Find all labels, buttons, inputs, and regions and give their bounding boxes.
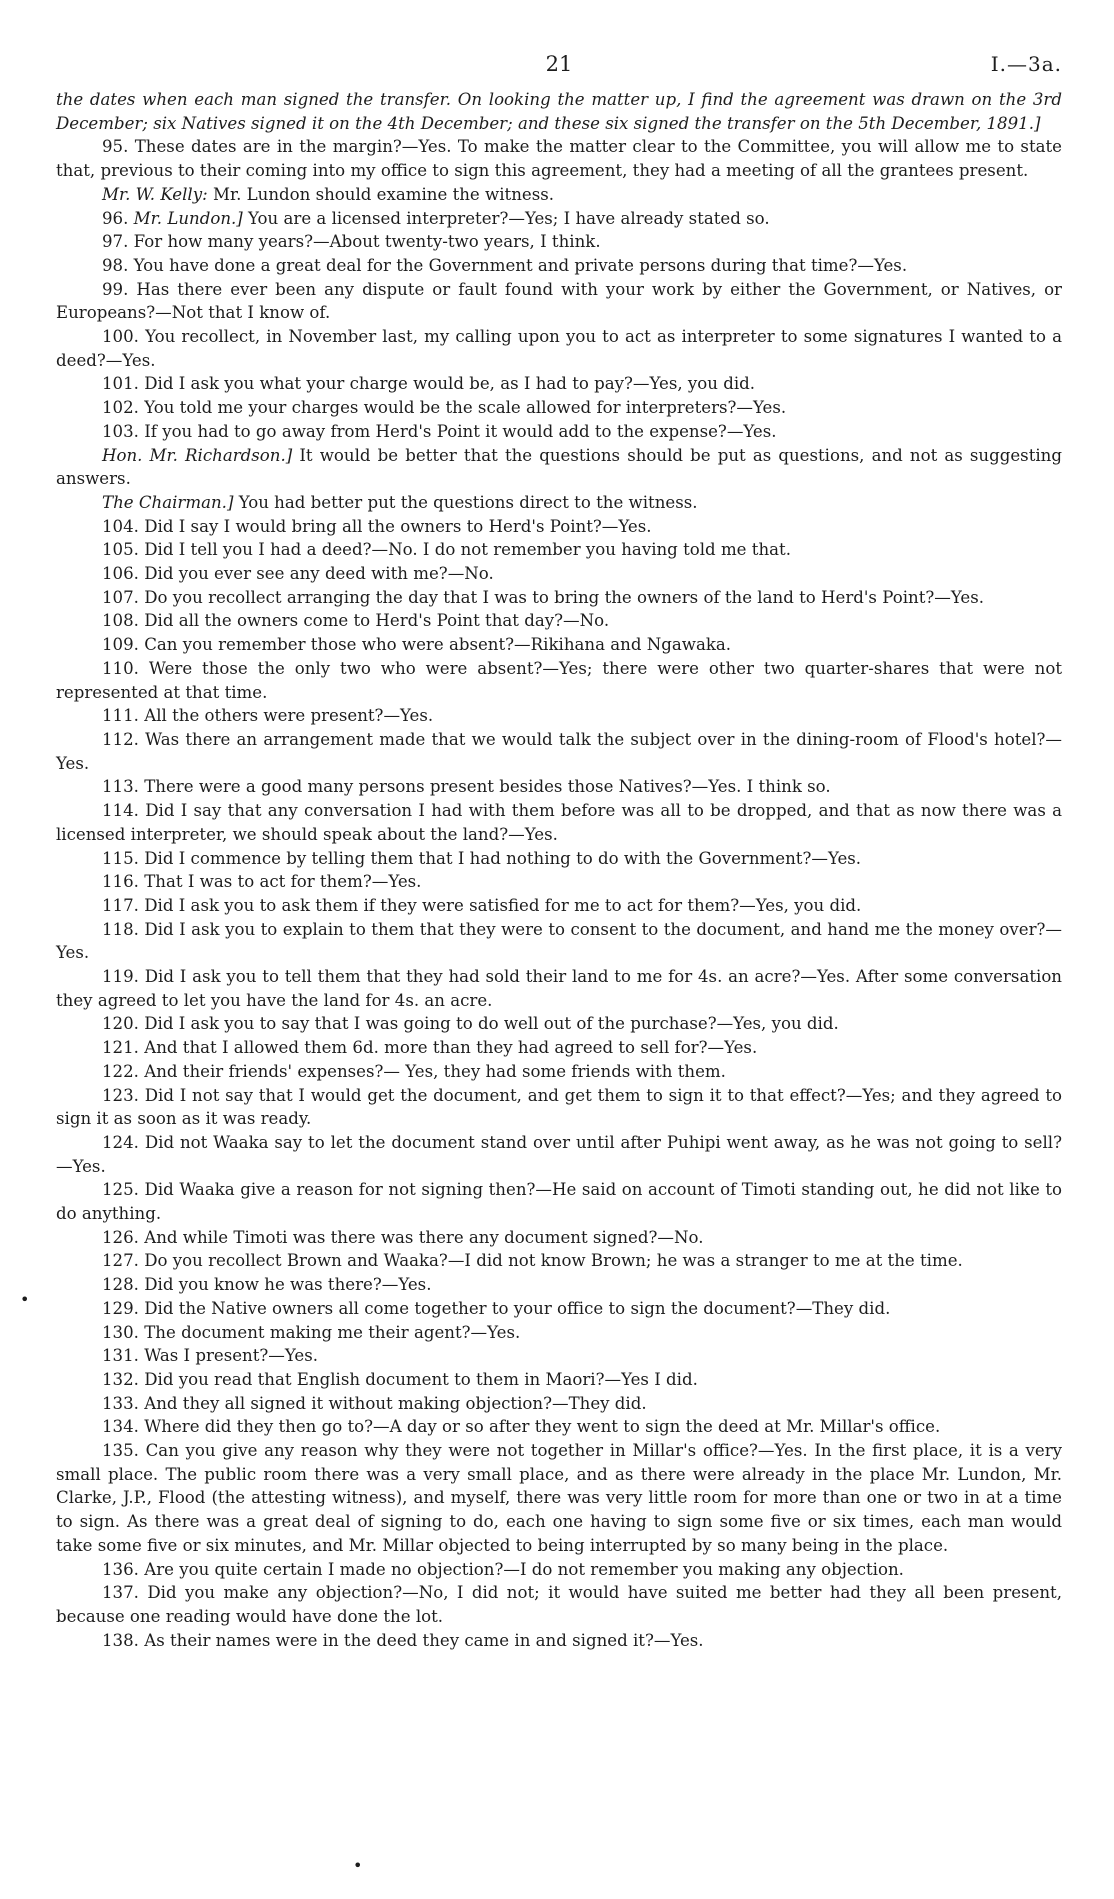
paragraph-text: 123. Did I not say that I would get the document, and get them to sign it to that effect?—Yes; and they agreed to sign it as soon as it was ready.	[56, 1085, 1062, 1129]
paragraph-text: 116. That I was to act for them?—Yes.	[102, 872, 422, 892]
page-header	[56, 52, 1062, 88]
paragraph-text: 115. Did I commence by telling them that I had nothing to do with the Government?—Yes.	[102, 848, 862, 868]
paragraph-text: You had better put the questions direct to the witness.	[233, 492, 698, 512]
qa-paragraph	[56, 799, 1062, 846]
qa-paragraph	[56, 1273, 1062, 1297]
qa-paragraph	[56, 633, 1062, 657]
speaker-label: Hon. Mr. Richardson.]	[102, 445, 293, 465]
qa-paragraph	[56, 515, 1062, 539]
qa-paragraph	[56, 586, 1062, 610]
qa-paragraph	[56, 1581, 1062, 1628]
paragraph-text: You are a licensed interpreter?—Yes; I have already stated so.	[242, 208, 770, 228]
paragraph-text: It would be better that the questions should be put as questions, and not as suggesting answers.	[56, 445, 1062, 489]
paragraph-text: 126. And while Timoti was there was there any document signed?—No.	[102, 1227, 704, 1247]
qa-paragraph	[56, 207, 1062, 231]
paragraph-text: 104. Did I say I would bring all the owners to Herd's Point?—Yes.	[102, 516, 652, 536]
speaker-label: Mr. W. Kelly:	[102, 184, 208, 204]
speaker-label: Mr. Lundon.]	[133, 208, 243, 228]
paragraph-text: 128. Did you know he was there?—Yes.	[102, 1275, 432, 1295]
paragraph-text: Mr. Lundon should examine the witness.	[207, 184, 555, 204]
qa-paragraph	[56, 372, 1062, 396]
qa-paragraph	[56, 491, 1062, 515]
qa-paragraph	[56, 1249, 1062, 1273]
paragraph-text: 110. Were those the only two who were absent?—Yes; there were other two quarter-shares that were not represented at that time.	[56, 658, 1062, 702]
qa-paragraph	[56, 1297, 1062, 1321]
paragraph-text: 100. You recollect, in November last, my calling upon you to act as interpreter to some signatures I wanted to a deed?—Yes.	[56, 327, 1062, 370]
document-reference: I.—3a.	[990, 52, 1062, 76]
qa-paragraph	[56, 420, 1062, 444]
qa-paragraph	[56, 894, 1062, 918]
qa-paragraph	[56, 278, 1062, 325]
paragraph-text: 122. And their friends' expenses?— Yes, they had some friends with them.	[102, 1061, 726, 1081]
paragraph-text: 117. Did I ask you to ask them if they were satisfied for me to act for them?—Yes, you did.	[102, 895, 862, 915]
qa-paragraph	[56, 918, 1062, 965]
qa-paragraph	[56, 1178, 1062, 1225]
paragraph-text: 136. Are you quite certain I made no objection?—I do not remember you making any objection.	[102, 1559, 904, 1579]
paragraph-text: 99. Has there ever been any dispute or fault found with your work by either the Government, or Natives, or Europeans?—Not that I know of.	[56, 279, 1062, 323]
qa-paragraph	[56, 396, 1062, 420]
qa-paragraph	[56, 1629, 1062, 1653]
paragraph-text: 113. There were a good many persons present besides those Natives?—Yes. I think so.	[102, 777, 831, 797]
qa-paragraph	[56, 1321, 1062, 1345]
stray-mark: •	[20, 1290, 30, 1309]
paragraph-text: 105. Did I tell you I had a deed?—No. I do not remember you having told me that.	[102, 540, 791, 560]
paragraph-text: 107. Do you recollect arranging the day that I was to bring the owners of the land to Herd's Point?—Yes.	[102, 587, 984, 607]
paragraph-text: 96.	[102, 208, 134, 228]
paragraph-text: 133. And they all signed it without making objection?—They did.	[102, 1393, 647, 1413]
paragraph-text: 127. Do you recollect Brown and Waaka?—I did not know Brown; he was a stranger to me at the time.	[102, 1251, 963, 1271]
qa-paragraph	[56, 870, 1062, 894]
paragraph-text: 137. Did you make any objection?—No, I did not; it would have suited me better had they all been present, because one reading would have done the lot.	[56, 1583, 1062, 1626]
qa-paragraph	[56, 965, 1062, 1012]
qa-paragraph	[56, 657, 1062, 704]
page-number: 21	[545, 52, 573, 76]
paragraph-list	[56, 135, 1062, 1652]
paragraph-text: 102. You told me your charges would be the scale allowed for interpreters?—Yes.	[102, 398, 787, 418]
paragraph-text: 98. You have done a great deal for the Government and private persons during that time?—Yes.	[102, 255, 908, 275]
paragraph-text: 97. For how many years?—About twenty-two years, I think.	[102, 232, 601, 252]
document-body	[56, 88, 1062, 1652]
qa-paragraph	[56, 538, 1062, 562]
paragraph-text: 112. Was there an arrangement made that we would talk the subject over in the dining-room of Flood's hotel?—Yes.	[56, 729, 1062, 773]
paragraph-text: 135. Can you give any reason why they were not together in Millar's office?—Yes. In the first place, it is a very small place. The public room there was a very small place, and as there were already in the place Mr. Lundon, Mr. Clarke, J.P., Flood (the attesting witness), and myself, there was very little room for more than one or two in at a time to sign. As there was a great deal of signing to do, each one having to sign some five or six times, each man would take some five or six minutes, and Mr. Millar objected to being interrupted by so many being in the place.	[56, 1441, 1062, 1555]
qa-paragraph	[56, 1226, 1062, 1250]
paragraph-text: 118. Did I ask you to explain to them that they were to consent to the document, and hand me the money over?—Yes.	[56, 919, 1062, 963]
paragraph-text: 138. As their names were in the deed they came in and signed it?—Yes.	[102, 1630, 704, 1650]
qa-paragraph	[56, 1392, 1062, 1416]
speaker-label: The Chairman.]	[102, 492, 234, 512]
qa-paragraph	[56, 1131, 1062, 1178]
paragraph-text: 130. The document making me their agent?—Yes.	[102, 1322, 521, 1342]
paragraph-text: 134. Where did they then go to?—A day or so after they went to sign the deed at Mr. Millar's office.	[102, 1417, 941, 1437]
paragraph-text: 125. Did Waaka give a reason for not signing then?—He said on account of Timoti standing out, he did not like to do anything.	[56, 1180, 1062, 1224]
qa-paragraph	[56, 1368, 1062, 1392]
stray-mark: •	[353, 1856, 363, 1875]
qa-paragraph	[56, 230, 1062, 254]
qa-paragraph	[56, 1415, 1062, 1439]
paragraph-text: 131. Was I present?—Yes.	[102, 1346, 319, 1366]
qa-paragraph	[56, 1558, 1062, 1582]
qa-paragraph	[56, 254, 1062, 278]
qa-paragraph	[56, 1439, 1062, 1558]
qa-paragraph	[56, 1036, 1062, 1060]
paragraph-text: 101. Did I ask you what your charge would be, as I had to pay?—Yes, you did.	[102, 374, 756, 394]
qa-paragraph	[56, 135, 1062, 182]
qa-paragraph	[56, 847, 1062, 871]
qa-paragraph	[56, 1344, 1062, 1368]
paragraph-text: 120. Did I ask you to say that I was going to do well out of the purchase?—Yes, you did.	[102, 1014, 839, 1034]
paragraph-text: 109. Can you remember those who were absent?—Rikihana and Ngawaka.	[102, 635, 732, 655]
intro-paragraph: the dates when each man signed the transfer. On looking the matter up, I find the agreement was drawn on the 3rd December; six Natives signed it on the 4th December; and these six signed the transfer on the 5th December, 1891.]	[56, 90, 1062, 133]
qa-paragraph	[56, 1012, 1062, 1036]
paragraph-text: 124. Did not Waaka say to let the document stand over until after Puhipi went away, as he was not going to sell?—Yes.	[56, 1132, 1062, 1176]
paragraph-text: 108. Did all the owners come to Herd's Point that day?—No.	[102, 611, 610, 631]
qa-paragraph	[56, 325, 1062, 372]
paragraph-text: 95. These dates are in the margin?—Yes. To make the matter clear to the Committee, you will allow me to state that, previous to their coming into my office to sign this agreement, they had a meeting of all the grantees present.	[56, 137, 1062, 181]
paragraph-text: 132. Did you read that English document to them in Maori?—Yes I did.	[102, 1369, 698, 1389]
paragraph-text: 106. Did you ever see any deed with me?—No.	[102, 564, 494, 584]
qa-paragraph	[56, 728, 1062, 775]
paragraph-text: 119. Did I ask you to tell them that they had sold their land to me for 4s. an acre?—Yes. After some conversation they agreed to let you have the land for 4s. an acre.	[56, 967, 1062, 1010]
qa-paragraph	[56, 1060, 1062, 1084]
paragraph-text: 111. All the others were present?—Yes.	[102, 706, 434, 726]
qa-paragraph	[56, 704, 1062, 728]
paragraph-text: 114. Did I say that any conversation I had with them before was all to be dropped, and that as now there was a licensed interpreter, we should speak about the land?—Yes.	[56, 801, 1062, 844]
paragraph-text: 129. Did the Native owners all come together to your office to sign the document?—They did.	[102, 1298, 891, 1318]
paragraph-text: 103. If you had to go away from Herd's Point it would add to the expense?—Yes.	[102, 421, 777, 441]
qa-paragraph	[56, 775, 1062, 799]
qa-paragraph	[56, 444, 1062, 491]
qa-paragraph	[56, 1084, 1062, 1131]
qa-paragraph	[56, 562, 1062, 586]
qa-paragraph	[56, 609, 1062, 633]
qa-paragraph	[56, 183, 1062, 207]
paragraph-text: 121. And that I allowed them 6d. more than they had agreed to sell for?—Yes.	[102, 1038, 758, 1058]
